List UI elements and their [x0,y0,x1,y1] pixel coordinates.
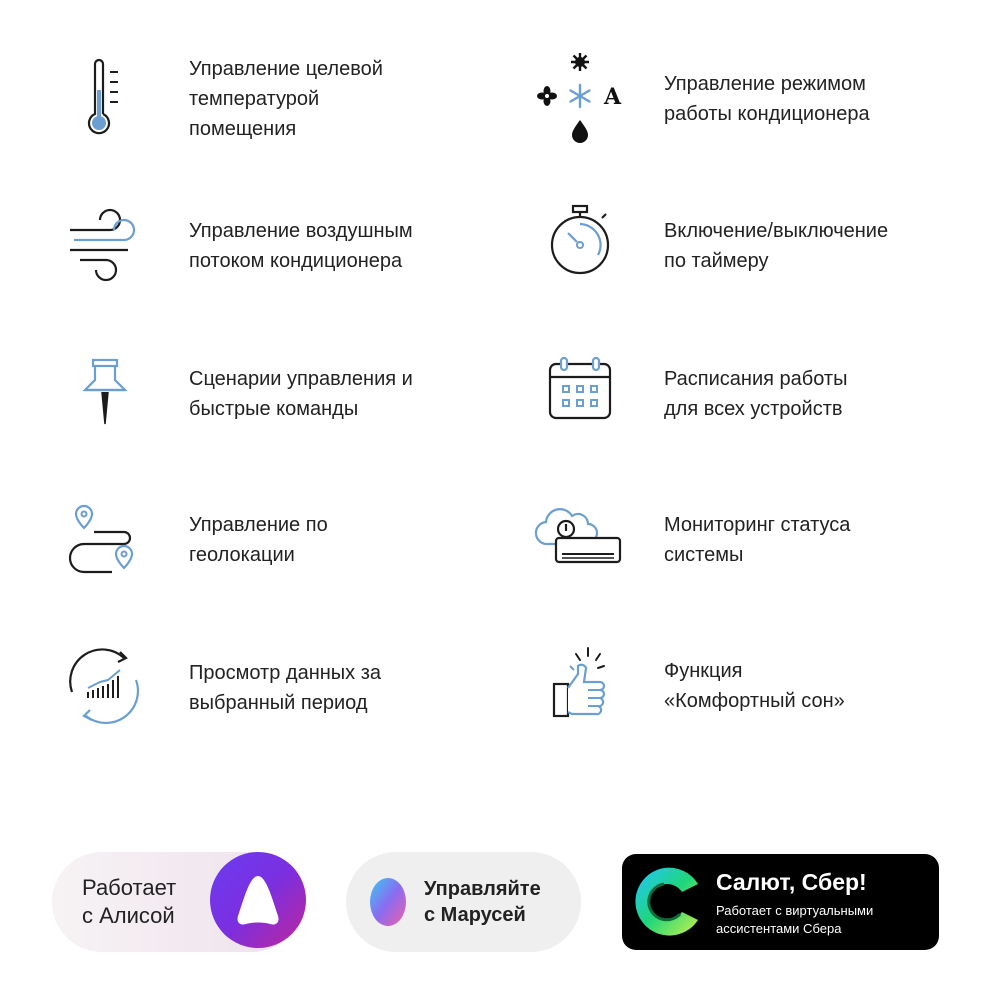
cloud-ac-icon [534,500,628,580]
feature-label: Управление целевой температурой помещения [189,58,383,140]
marusia-badge[interactable] [346,852,581,952]
ac-modes-icon [536,52,626,144]
marusia-badge-text: Управляйте с Марусей [424,878,541,926]
route-pins-icon [66,500,146,580]
feature-label: Мониторинг статуса системы [664,514,851,566]
feature-label: Расписания работы для всех устройств [664,368,848,420]
feature-label: Управление по геолокации [189,514,328,566]
feature-label: Сценарии управления и быстрые команды [189,368,413,420]
wind-icon [66,208,146,288]
feature-label: Включение/выключение по таймеру [664,220,889,272]
stopwatch-icon [540,200,620,280]
feature-label: Просмотр данных за выбранный период [189,662,382,714]
feature-label: Функция «Комфортный сон» [664,660,845,712]
pushpin-icon [63,352,143,432]
salut-badge-subtitle: Работает с виртуальными ассистентами Сбера [716,903,874,936]
alice-badge-text: Работает с Алисой [82,875,177,928]
calendar-icon [541,350,621,430]
thumbs-up-icon [542,644,622,724]
alice-logo-icon [208,850,308,950]
marusia-logo-icon [368,876,408,928]
feature-label: Управление режимом работы кондиционера [664,73,870,125]
alice-badge[interactable] [52,852,302,952]
salut-badge[interactable] [622,854,939,950]
feature-label: Управление воздушным потоком кондиционера [189,220,413,272]
chart-refresh-icon [64,646,144,726]
salut-logo-icon [624,862,704,946]
salut-badge-title: Салют, Сбер! [716,869,867,895]
svg-text:A: A [604,84,622,110]
thermometer-icon [58,58,138,138]
